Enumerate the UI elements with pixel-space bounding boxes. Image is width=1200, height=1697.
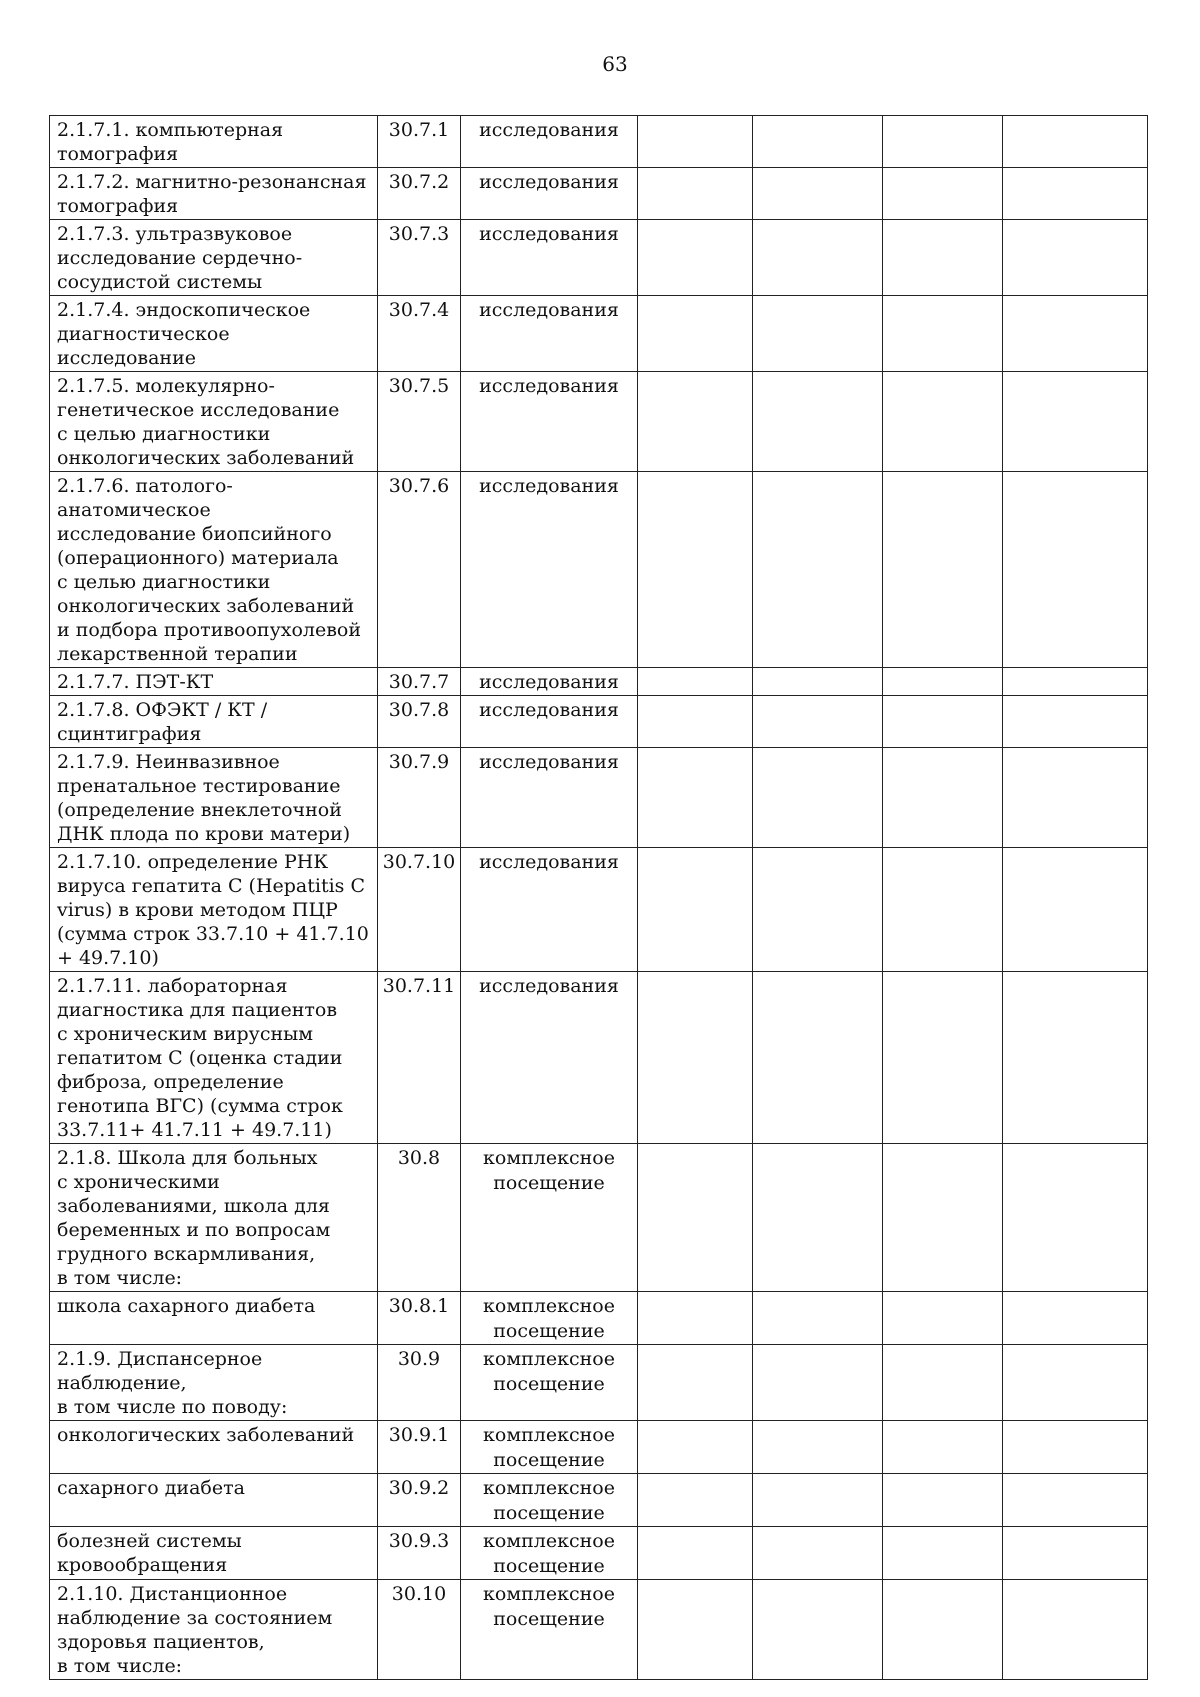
empty-value-cell-1 xyxy=(638,1474,753,1527)
indicator-name-cell xyxy=(50,168,378,220)
indicator-name: онкологических заболеваний xyxy=(57,1424,355,1446)
table-row xyxy=(50,1144,1148,1292)
empty-value-cell-1 xyxy=(638,1421,753,1474)
row-code: 30.9.3 xyxy=(378,1527,461,1580)
indicator-name-cell xyxy=(50,296,378,372)
table-row xyxy=(50,1474,1148,1527)
indicator-name-cell xyxy=(50,1527,378,1580)
table-row xyxy=(50,848,1148,972)
empty-value-cell-3 xyxy=(883,168,1003,220)
empty-value-cell-3 xyxy=(883,1474,1003,1527)
empty-value-cell-4 xyxy=(1003,1580,1148,1680)
indicator-name: 2.1.7.6. патолого-анатомическое исследование биопсийного (операционного) материала с целью диагностики онкологических заболеваний и подбора противоопухолевой лекарственной терапии xyxy=(57,475,362,665)
empty-value-cell-2 xyxy=(753,696,883,748)
empty-value-cell-2 xyxy=(753,1421,883,1474)
indicator-name-cell xyxy=(50,972,378,1144)
unit-of-measure: комплексное посещение xyxy=(483,1424,615,1471)
empty-value-cell-4 xyxy=(1003,220,1148,296)
empty-value-cell-3 xyxy=(883,220,1003,296)
empty-value-cell-2 xyxy=(753,220,883,296)
unit-of-measure-cell xyxy=(461,168,638,220)
empty-value-cell-1 xyxy=(638,1292,753,1345)
unit-of-measure-cell xyxy=(461,296,638,372)
unit-of-measure-cell xyxy=(461,748,638,848)
indicator-name: 2.1.7.3. ультразвуковое исследование сердечно- сосудистой системы xyxy=(57,223,303,293)
empty-value-cell-1 xyxy=(638,472,753,668)
empty-value-cell-3 xyxy=(883,296,1003,372)
row-code: 30.7.5 xyxy=(378,372,461,472)
empty-value-cell-1 xyxy=(638,372,753,472)
indicator-name-cell xyxy=(50,1144,378,1292)
indicator-name-cell xyxy=(50,696,378,748)
table-row xyxy=(50,1292,1148,1345)
empty-value-cell-3 xyxy=(883,1292,1003,1345)
empty-value-cell-3 xyxy=(883,848,1003,972)
indicator-name: 2.1.10. Дистанционное наблюдение за состоянием здоровья пациентов, в том числе: xyxy=(57,1583,333,1677)
unit-of-measure-cell xyxy=(461,472,638,668)
empty-value-cell-2 xyxy=(753,748,883,848)
indicator-name: 2.1.9. Диспансерное наблюдение, в том числе по поводу: xyxy=(57,1348,288,1418)
unit-of-measure: исследования xyxy=(479,975,619,997)
unit-of-measure-cell xyxy=(461,1580,638,1680)
unit-of-measure: исследования xyxy=(479,119,619,141)
unit-of-measure-cell xyxy=(461,696,638,748)
unit-of-measure: комплексное посещение xyxy=(483,1147,615,1194)
empty-value-cell-3 xyxy=(883,372,1003,472)
indicator-name: 2.1.7.4. эндоскопическое диагностическое исследование xyxy=(57,299,311,369)
empty-value-cell-3 xyxy=(883,1527,1003,1580)
unit-of-measure-cell xyxy=(461,220,638,296)
empty-value-cell-2 xyxy=(753,848,883,972)
unit-of-measure: исследования xyxy=(479,475,619,497)
unit-of-measure-cell xyxy=(461,1421,638,1474)
empty-value-cell-2 xyxy=(753,116,883,168)
empty-value-cell-4 xyxy=(1003,696,1148,748)
indicator-name: 2.1.7.5. молекулярно- генетическое исследование с целью диагностики онкологических заболеваний xyxy=(57,375,355,469)
empty-value-cell-4 xyxy=(1003,1474,1148,1527)
unit-of-measure-cell xyxy=(461,372,638,472)
empty-value-cell-2 xyxy=(753,372,883,472)
unit-of-measure-cell xyxy=(461,1292,638,1345)
table-row xyxy=(50,748,1148,848)
empty-value-cell-1 xyxy=(638,116,753,168)
statistics-table xyxy=(49,115,1148,1680)
table-row xyxy=(50,696,1148,748)
indicator-name: 2.1.7.2. магнитно-резонансная томография xyxy=(57,171,367,217)
empty-value-cell-2 xyxy=(753,1144,883,1292)
empty-value-cell-4 xyxy=(1003,472,1148,668)
indicator-name: сахарного диабета xyxy=(57,1477,245,1499)
empty-value-cell-1 xyxy=(638,1527,753,1580)
empty-value-cell-2 xyxy=(753,1345,883,1421)
empty-value-cell-2 xyxy=(753,1527,883,1580)
empty-value-cell-1 xyxy=(638,972,753,1144)
empty-value-cell-4 xyxy=(1003,748,1148,848)
table-row xyxy=(50,1580,1148,1680)
row-code: 30.7.4 xyxy=(378,296,461,372)
indicator-name-cell xyxy=(50,1580,378,1680)
row-code: 30.7.3 xyxy=(378,220,461,296)
empty-value-cell-2 xyxy=(753,1292,883,1345)
unit-of-measure: комплексное посещение xyxy=(483,1295,615,1342)
table-row xyxy=(50,220,1148,296)
unit-of-measure-cell xyxy=(461,1474,638,1527)
indicator-name: школа сахарного диабета xyxy=(57,1295,316,1317)
row-code: 30.7.9 xyxy=(378,748,461,848)
table-row xyxy=(50,972,1148,1144)
table-row xyxy=(50,472,1148,668)
unit-of-measure: исследования xyxy=(479,375,619,397)
empty-value-cell-3 xyxy=(883,668,1003,696)
indicator-name: 2.1.7.7. ПЭТ-КТ xyxy=(57,671,214,693)
empty-value-cell-3 xyxy=(883,972,1003,1144)
row-code: 30.7.6 xyxy=(378,472,461,668)
unit-of-measure: исследования xyxy=(479,851,619,873)
empty-value-cell-4 xyxy=(1003,296,1148,372)
indicator-name-cell xyxy=(50,1421,378,1474)
indicator-name-cell xyxy=(50,372,378,472)
unit-of-measure-cell xyxy=(461,1144,638,1292)
unit-of-measure-cell xyxy=(461,668,638,696)
empty-value-cell-4 xyxy=(1003,116,1148,168)
unit-of-measure-cell xyxy=(461,848,638,972)
table-row xyxy=(50,668,1148,696)
empty-value-cell-3 xyxy=(883,116,1003,168)
table-row xyxy=(50,168,1148,220)
empty-value-cell-4 xyxy=(1003,1144,1148,1292)
empty-value-cell-1 xyxy=(638,696,753,748)
indicator-name: 2.1.7.11. лабораторная диагностика для пациентов с хроническим вирусным гепатитом С (оценка стадии фиброза, определение генотипа ВГС) (сумма строк 33.7.11+ 41.7.11 + 49.7.11) xyxy=(57,975,343,1141)
empty-value-cell-1 xyxy=(638,748,753,848)
indicator-name-cell xyxy=(50,1474,378,1527)
empty-value-cell-4 xyxy=(1003,1421,1148,1474)
empty-value-cell-2 xyxy=(753,1474,883,1527)
indicator-name-cell xyxy=(50,1345,378,1421)
page-number: 63 xyxy=(602,52,628,76)
empty-value-cell-1 xyxy=(638,1345,753,1421)
table-row xyxy=(50,1527,1148,1580)
unit-of-measure-cell xyxy=(461,1345,638,1421)
indicator-name: 2.1.7.8. ОФЭКТ / КТ / сцинтиграфия xyxy=(57,699,268,745)
indicator-name-cell xyxy=(50,116,378,168)
row-code: 30.8.1 xyxy=(378,1292,461,1345)
empty-value-cell-4 xyxy=(1003,1345,1148,1421)
unit-of-measure: исследования xyxy=(479,751,619,773)
empty-value-cell-3 xyxy=(883,1580,1003,1680)
empty-value-cell-1 xyxy=(638,848,753,972)
row-code: 30.7.2 xyxy=(378,168,461,220)
empty-value-cell-4 xyxy=(1003,848,1148,972)
row-code: 30.7.8 xyxy=(378,696,461,748)
empty-value-cell-3 xyxy=(883,696,1003,748)
unit-of-measure-cell xyxy=(461,972,638,1144)
indicator-name: 2.1.7.1. компьютерная томография xyxy=(57,119,284,165)
row-code: 30.7.11 xyxy=(378,972,461,1144)
empty-value-cell-2 xyxy=(753,1580,883,1680)
empty-value-cell-4 xyxy=(1003,1527,1148,1580)
table-row xyxy=(50,1421,1148,1474)
row-code: 30.7.7 xyxy=(378,668,461,696)
unit-of-measure: комплексное посещение xyxy=(483,1530,615,1577)
empty-value-cell-4 xyxy=(1003,1292,1148,1345)
empty-value-cell-4 xyxy=(1003,668,1148,696)
unit-of-measure-cell xyxy=(461,116,638,168)
empty-value-cell-1 xyxy=(638,1144,753,1292)
empty-value-cell-3 xyxy=(883,1345,1003,1421)
row-code: 30.10 xyxy=(378,1580,461,1680)
indicator-name: 2.1.7.9. Неинвазивное пренатальное тестирование (определение внеклеточной ДНК плода по крови матери) xyxy=(57,751,351,845)
empty-value-cell-4 xyxy=(1003,168,1148,220)
empty-value-cell-1 xyxy=(638,1580,753,1680)
table-row xyxy=(50,296,1148,372)
empty-value-cell-3 xyxy=(883,472,1003,668)
empty-value-cell-1 xyxy=(638,220,753,296)
indicator-name-cell xyxy=(50,668,378,696)
unit-of-measure: исследования xyxy=(479,671,619,693)
empty-value-cell-2 xyxy=(753,296,883,372)
table-row xyxy=(50,372,1148,472)
table-row xyxy=(50,116,1148,168)
empty-value-cell-3 xyxy=(883,1421,1003,1474)
unit-of-measure: исследования xyxy=(479,171,619,193)
empty-value-cell-2 xyxy=(753,472,883,668)
empty-value-cell-4 xyxy=(1003,372,1148,472)
indicator-name-cell xyxy=(50,220,378,296)
table-body xyxy=(50,116,1148,1680)
unit-of-measure: комплексное посещение xyxy=(483,1348,615,1395)
unit-of-measure: комплексное посещение xyxy=(483,1477,615,1524)
indicator-name: 2.1.8. Школа для больных с хроническими заболеваниями, школа для беременных и по вопросам грудного вскармливания, в том числе: xyxy=(57,1147,331,1289)
empty-value-cell-1 xyxy=(638,168,753,220)
row-code: 30.7.1 xyxy=(378,116,461,168)
unit-of-measure: исследования xyxy=(479,299,619,321)
row-code: 30.9.2 xyxy=(378,1474,461,1527)
row-code: 30.9.1 xyxy=(378,1421,461,1474)
empty-value-cell-2 xyxy=(753,972,883,1144)
indicator-name-cell xyxy=(50,1292,378,1345)
indicator-name: 2.1.7.10. определение РНК вируса гепатита С (Hepatitis C virus) в крови методом ПЦР (сумма строк 33.7.10 + 41.7.10 + 49.7.10) xyxy=(57,851,369,969)
empty-value-cell-4 xyxy=(1003,972,1148,1144)
unit-of-measure: исследования xyxy=(479,223,619,245)
empty-value-cell-1 xyxy=(638,296,753,372)
empty-value-cell-3 xyxy=(883,748,1003,848)
table-row xyxy=(50,1345,1148,1421)
unit-of-measure: комплексное посещение xyxy=(483,1583,615,1630)
indicator-name: болезней системы кровообращения xyxy=(57,1530,242,1576)
empty-value-cell-2 xyxy=(753,668,883,696)
row-code: 30.8 xyxy=(378,1144,461,1292)
row-code: 30.7.10 xyxy=(378,848,461,972)
empty-value-cell-3 xyxy=(883,1144,1003,1292)
unit-of-measure: исследования xyxy=(479,699,619,721)
row-code: 30.9 xyxy=(378,1345,461,1421)
indicator-name-cell xyxy=(50,848,378,972)
empty-value-cell-1 xyxy=(638,668,753,696)
indicator-name-cell xyxy=(50,472,378,668)
unit-of-measure-cell xyxy=(461,1527,638,1580)
empty-value-cell-2 xyxy=(753,168,883,220)
indicator-name-cell xyxy=(50,748,378,848)
